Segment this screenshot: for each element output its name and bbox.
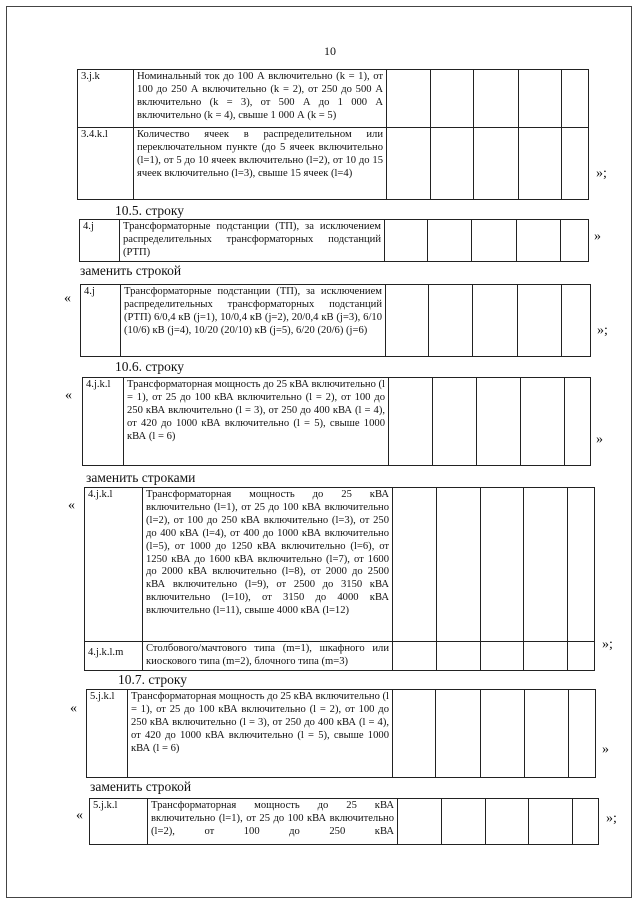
empty-cell	[429, 285, 473, 357]
table-row	[78, 128, 589, 200]
empty-cell	[387, 128, 431, 200]
empty-cell	[393, 642, 437, 671]
table-new-4jkl	[84, 487, 595, 671]
row-code: 5.j.k.l	[90, 799, 148, 845]
empty-cell	[519, 128, 562, 200]
row-code: 4.j	[81, 285, 121, 357]
closing-quote: »;	[596, 166, 607, 181]
row-description: Столбового/мачтового типа (m=1), шкафного или киоскового типа (m=2), блочного типа (m=3)	[143, 642, 393, 671]
empty-cell	[437, 488, 481, 642]
empty-cell	[386, 285, 429, 357]
empty-cell	[562, 128, 589, 200]
empty-cell	[568, 642, 595, 671]
replace-label: заменить строкой	[80, 263, 182, 278]
empty-cell	[431, 128, 474, 200]
empty-cell	[389, 378, 433, 466]
empty-cell	[431, 70, 474, 128]
empty-cell	[436, 690, 481, 778]
closing-quote: »	[602, 742, 609, 757]
row-description: Трансформаторные подстанции (ТП), за исключением распределительных трансформаторных подстанций (РТП) 6/0,4 кВ (j=1), 10/0,4 кВ (j=2), 20/0,4 кВ (j=3), 6/10 (10/6) кВ (j=4), 10/20 (20/10) кВ (j=5), 6/20 (20/6) (j=6)	[121, 285, 386, 357]
row-code: 5.j.k.l	[87, 690, 128, 778]
empty-cell	[474, 128, 519, 200]
closing-quote: »;	[602, 637, 613, 652]
closing-quote: »;	[597, 323, 608, 338]
opening-quote: «	[70, 701, 77, 716]
row-description: Номинальный ток до 100 А включительно (k = 1), от 100 до 250 А включительно (k = 2), от 250 до 500 А включительно (k = 3), от 500 А до 1 000 А включительно (k = 4), свыше 1 000 А (k = 5)	[134, 70, 387, 128]
row-code: 4.j.k.l	[85, 488, 143, 642]
empty-cell	[433, 378, 477, 466]
empty-cell	[481, 642, 524, 671]
empty-cell	[562, 70, 589, 128]
empty-cell	[565, 378, 591, 466]
closing-quote: »;	[606, 811, 617, 826]
closing-quote: »	[594, 229, 601, 244]
empty-cell	[568, 488, 595, 642]
opening-quote: «	[65, 388, 72, 403]
row-code: 3.j.k	[78, 70, 134, 128]
empty-cell	[529, 799, 573, 845]
empty-cell	[437, 642, 481, 671]
empty-cell	[486, 799, 529, 845]
row-description: Количество ячеек в распределительном или переключательном пункте (до 5 ячеек включительно (l=1), от 5 до 10 ячеек включительно (l=2), от 10 до 15 ячеек включительно (l=3), свыше 15 ячеек (l=4)	[134, 128, 387, 200]
row-code: 4.j	[80, 220, 120, 262]
table-old-5jkl	[86, 689, 596, 778]
empty-cell	[385, 220, 428, 262]
section-label: 10.7. строку	[118, 672, 188, 687]
empty-cell	[569, 690, 596, 778]
empty-cell	[573, 799, 599, 845]
empty-cell	[442, 799, 486, 845]
row-description: Трансформаторная мощность до 25 кВА включительно (l = 1), от 25 до 100 кВА включительно (l = 2), от 100 до 250 кВА включительно (l = 3), от 250 до 400 кВА (l = 4), от 420 до 1000 кВА включительно (l = 5), свыше 1000 кВА (l = 6)	[128, 690, 393, 778]
table-row	[87, 690, 596, 778]
empty-cell	[477, 378, 521, 466]
row-description: Трансформаторная мощность до 25 кВА включительно (l=1), от 25 до 100 кВА включительно (l=2), от 100 до 250 кВА включительно (l=3), от 250 до 400 кВА (l=4), от 400 до 1000 кВА включительно (l=5), от 1000 до 1250 кВА включительно (l=6), от 1250 кВА до 1600 кВА включительно (l=7), от 1600 до 2000 кВА включительно (l=8), от 2000 до 2500 кВА включительно (l=9), от 2500 до 3150 кВА включительно (l=10), от 3150 до 4000 кВА включительно (l=11), свыше 4000 кВА (l=12)	[143, 488, 393, 642]
empty-cell	[561, 220, 589, 262]
table-row	[83, 378, 591, 466]
empty-cell	[481, 690, 525, 778]
table-row	[80, 220, 589, 262]
empty-cell	[562, 285, 591, 357]
table-old-4jkl	[82, 377, 591, 466]
page-number: 10	[324, 44, 336, 58]
empty-cell	[518, 285, 562, 357]
empty-cell	[398, 799, 442, 845]
row-code: 3.4.k.l	[78, 128, 134, 200]
empty-cell	[387, 70, 431, 128]
empty-cell	[393, 690, 436, 778]
row-code: 4.j.k.l	[83, 378, 124, 466]
replace-label: заменить строкой	[90, 779, 192, 794]
empty-cell	[521, 378, 565, 466]
section-label: 10.6. строку	[115, 359, 185, 374]
empty-cell	[481, 488, 524, 642]
empty-cell	[517, 220, 561, 262]
row-code: 4.j.k.l.m	[85, 642, 143, 671]
row-description: Трансформаторная мощность до 25 кВА включительно (l = 1), от 25 до 100 кВА включительно (l = 2), от 100 до 250 кВА включительно (l = 3), от 250 до 400 кВА (l = 4), от 420 до 1000 кВА включительно (l = 5), свыше 1000 кВА (l = 6)	[124, 378, 389, 466]
table-continuation	[77, 69, 589, 200]
section-label: 10.5. строку	[115, 203, 185, 218]
table-row	[85, 488, 595, 642]
replace-label: заменить строками	[86, 470, 196, 485]
table-row	[90, 799, 599, 845]
empty-cell	[393, 488, 437, 642]
table-row	[81, 285, 591, 357]
opening-quote: «	[64, 291, 71, 306]
table-new-4j	[80, 284, 591, 357]
empty-cell	[519, 70, 562, 128]
opening-quote: «	[68, 498, 75, 513]
empty-cell	[428, 220, 472, 262]
table-old-4j	[79, 219, 589, 262]
opening-quote: «	[76, 808, 83, 823]
table-new-5jkl	[89, 798, 599, 845]
table-row	[78, 70, 589, 128]
empty-cell	[524, 642, 568, 671]
empty-cell	[525, 690, 569, 778]
empty-cell	[524, 488, 568, 642]
row-description: Трансформаторная мощность до 25 кВА включительно (l=1), от 25 до 100 кВА включительно (l=2), от 100 до 250 кВА	[148, 799, 398, 845]
closing-quote: »	[596, 432, 603, 447]
empty-cell	[472, 220, 517, 262]
table-row	[85, 642, 595, 671]
empty-cell	[474, 70, 519, 128]
row-description: Трансформаторные подстанции (ТП), за исключением распределительных трансформаторных подстанций (РТП)	[120, 220, 385, 262]
empty-cell	[473, 285, 518, 357]
